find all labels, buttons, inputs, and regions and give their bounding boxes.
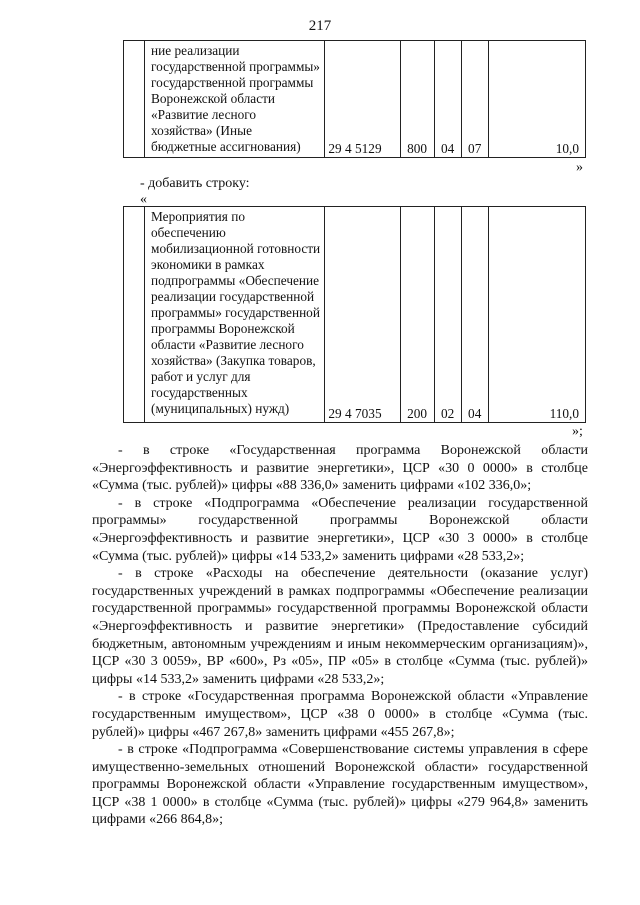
closing-quote: »; xyxy=(572,424,583,439)
closing-quote: » xyxy=(576,160,583,175)
table-cell-vr: 200 xyxy=(400,207,434,423)
page-number: 217 xyxy=(308,18,332,34)
table-cell-rz: 02 xyxy=(434,207,461,423)
budget-table-existing-row xyxy=(123,40,586,158)
table-cell-empty xyxy=(124,41,145,158)
table-cell-name: Мероприятия по обеспечению мобилизационной готовности экономики в рамках подпрограммы «Обеспечение реализации государственной программы» государственной программы Воронежской области «Развитие лесного хозяйства» (Закупка товаров, работ и услуг для государственных (муниципальных) нужд) xyxy=(145,207,325,423)
amendment-paragraph: - в строке «Государственная программа Воронежской области «Энергоэффективность и развитие энергетики», ЦСР «30 0 0000» в столбце «Сумма (тыс. рублей)» цифры «88 336,0» заменить цифрами «102 336,0»; xyxy=(92,443,588,494)
amendment-paragraph: - в строке «Подпрограмма «Совершенствование системы управления в сфере имущественно-земельных отношений Воронежской области» государственной программы Воронежской области «Управление государственным имуществом», ЦСР «38 1 0000» в столбце «Сумма (тыс. рублей)» цифры «279 964,8» заменить цифрами «266 864,8»; xyxy=(92,742,588,828)
opening-quote: « xyxy=(140,192,147,207)
amendment-paragraph: - в строке «Подпрограмма «Обеспечение реализации государственной программы» государственной программы Воронежской области «Энергоэффективность и развитие энергетики», ЦСР «30 3 0000» в столбце «Сумма (тыс. рублей)» цифры «14 533,2» заменить цифрами «28 533,2»; xyxy=(92,495,588,564)
table-cell-name: ние реализации государственной программы» государственной программы Воронежской области «Развитие лесного хозяйства» (Иные бюджетные ассигнования) xyxy=(145,41,325,158)
table-cell-pr: 04 xyxy=(461,207,488,423)
table-cell-csr: 29 4 7035 xyxy=(325,207,400,423)
amendment-paragraph: - в строке «Расходы на обеспечение деятельности (оказание услуг) государственных учреждений в рамках подпрограммы «Обеспечение реализации государственной программы» государственной программы Воронежской области «Энергоэффективность и развитие энергетики» (Предоставление субсидий бюджетным, автономным учреждениям и иным некоммерческим организациям)», ЦСР «30 3 0059», ВР «600», Рз «05», ПР «05» в столбце «Сумма (тыс. рублей)» цифры «14 533,2» заменить цифрами «28 533,2»; xyxy=(92,566,588,687)
table-row xyxy=(124,41,586,158)
table-cell-sum: 10,0 xyxy=(488,41,585,158)
table-cell-sum: 110,0 xyxy=(488,207,585,423)
table-cell-empty xyxy=(124,207,145,423)
table-row xyxy=(124,207,586,423)
table-cell-pr: 07 xyxy=(461,41,488,158)
budget-table-new-row xyxy=(123,206,586,423)
amendment-paragraphs xyxy=(92,442,588,829)
table-cell-csr: 29 4 5129 xyxy=(325,41,400,158)
table-cell-vr: 800 xyxy=(400,41,434,158)
table-cell-rz: 04 xyxy=(434,41,461,158)
instruction-add-row: - добавить строку: xyxy=(140,176,250,191)
amendment-paragraph: - в строке «Государственная программа Воронежской области «Управление государственным имуществом», ЦСР «38 0 0000» в столбце «Сумма (тыс. рублей)» цифры «467 267,8» заменить цифрами «455 267,8»; xyxy=(92,689,588,740)
